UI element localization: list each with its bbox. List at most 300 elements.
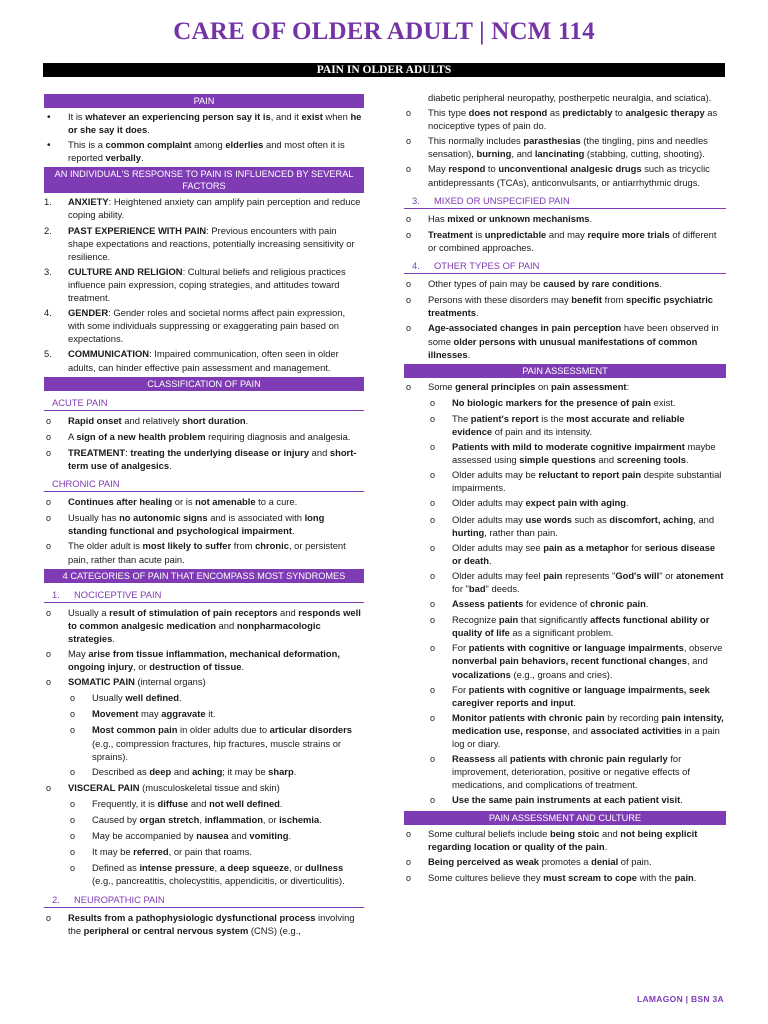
bullet-marker [404,134,428,160]
bullet-marker [68,797,92,811]
bold-text: unconventional analgesic drugs [498,163,642,175]
bold-text: Continues after healing [68,496,173,508]
bold-text: lancinating [534,148,585,160]
bold-text: nonverbal pain behaviors, recent functional changes [452,655,687,667]
item-text [68,265,364,304]
item-text [68,430,364,444]
bold-text: not well defined [209,797,280,809]
text-run: and [599,827,621,839]
bold-text: most likely to suffer [142,540,232,552]
text-run: of different or combined approaches. [428,228,717,253]
section-header-classification: CLASSIFICATION OF PAIN [44,377,364,391]
neuropathic-continued: diabetic peripheral neuropathy, postherpetic neuralgia, and sciatica). [428,92,712,103]
item-text [92,813,364,827]
bold-text: Results from a pathophysiologic dysfunctional process [68,911,316,923]
bold-text: predictably [562,107,613,119]
neuropathic-list-continued [404,106,726,189]
bold-text: reluctant to report pain [538,469,642,481]
item-text [92,723,364,762]
bold-text: a deep squeeze [219,862,290,874]
list-item [404,597,726,611]
list-item [44,446,364,472]
bullet-marker [404,162,428,188]
item-text [452,711,726,750]
list-item [44,306,364,345]
text-run: and is associated with [207,512,305,524]
bullet-marker [404,277,428,291]
bullet-marker: 2. [44,224,52,236]
text-run: Frequently, it is [92,797,158,809]
bold-text: does not respond [468,107,548,119]
text-run: among [191,139,226,151]
bold-text: bad [468,583,486,594]
topic-banner: PAIN IN OLDER ADULTS [43,63,725,77]
author-footer: LAMAGON | BSN 3A [637,994,724,1004]
list-item [404,855,726,869]
bullet-marker [68,861,92,887]
bold-text: being stoic [549,827,600,839]
bullet-marker [404,293,428,319]
list-item [44,707,364,721]
text-run: . [245,414,249,426]
item-text [428,212,726,226]
bullet-marker [44,110,68,136]
bold-text: mixed or unknown mechanisms [447,212,590,224]
item-text [68,495,364,509]
text-run: such as [571,513,610,525]
text-run: This type [428,107,469,119]
list-item [44,511,364,537]
text-run: with the [636,871,675,883]
text-run: . [147,124,150,136]
bullet-marker [44,414,68,428]
item-text [92,861,364,887]
text-run: For [452,683,469,695]
text-run: (e.g., groans and cries). [510,668,613,680]
bold-text: diffuse [157,797,189,809]
item-text [428,321,726,360]
item-text [452,752,726,791]
item-text [428,871,726,885]
item-text [68,511,364,537]
text-run: . [319,814,322,826]
text-run: The older adult is [68,540,143,552]
text-run: and [309,446,330,458]
text-run: Other types of pain may be [428,278,544,290]
bullet-marker [404,228,428,254]
text-run: . [279,797,283,809]
text-run: The [452,412,471,424]
list-item [404,641,726,680]
text-run: . [293,765,297,777]
text-run: . [140,152,144,164]
bold-text: elderlies [225,139,264,151]
text-run: . [488,554,492,566]
bold-text: use words [525,513,572,525]
text-run: (stabbing, cutting, shooting). [584,148,705,160]
text-run: Usually [92,692,126,704]
text-run: , or [262,814,280,826]
text-run: For [452,642,469,654]
bullet-marker [404,321,428,360]
item-text [92,829,364,843]
list-item [44,765,364,779]
text-run: promotes a [539,855,592,867]
text-run: May be accompanied by [92,830,197,842]
pain-list [44,110,364,164]
text-run: . [112,632,115,644]
text-run: maybe assessed using [452,441,716,466]
bold-text: ANXIETY [68,196,109,208]
text-run: : Gender roles and societal norms affect pain expression, with some individuals suppressing or exaggerating pain based on expectations. [68,307,346,345]
item-text [452,513,726,539]
bold-text: Most common pain [92,724,178,736]
bullet-marker [428,513,452,539]
list-item [404,827,726,853]
bold-text: long standing functional and psychological impairment [68,512,325,537]
list-item [404,513,726,539]
text-run: It is [68,111,86,122]
text-run: , or [133,661,150,673]
list-item [404,440,726,466]
subheading-nociceptive: 1. NOCICEPTIVE PAIN [44,587,364,603]
bold-text: articular disorders [269,724,352,736]
list-item [404,711,726,750]
assessment-list [404,380,726,808]
bold-text: Age-associated changes in pain perception [428,322,622,334]
bold-text: Assess patients [452,598,524,610]
chronic-list [44,495,364,565]
acute-list [44,414,364,472]
bold-text: exist [301,111,323,122]
bold-text: result of stimulation of pain receptors [109,606,278,618]
item-text [452,412,726,438]
list-item [44,347,364,373]
bold-text: arise from tissue inflammation, mechanical deformation, ongoing injury [68,648,340,673]
text-run: Defined as [92,862,140,874]
item-text [92,797,364,811]
item-text [68,110,364,136]
bullet-marker [428,412,452,438]
list-item [404,321,726,360]
bold-text: verbally [105,152,141,164]
bullet-marker [44,675,68,689]
text-run: . [659,278,662,290]
text-run: , [199,814,205,826]
item-text [428,855,726,869]
bullet-marker [44,647,68,673]
bold-text: Rapid onset [68,414,122,426]
bold-text: treating the underlying disease or injury [130,446,310,458]
bullet-marker [44,495,68,509]
bullet-marker [428,711,452,750]
list-item [44,675,364,689]
factor-list [44,195,364,373]
text-run: ; it may be [222,765,269,777]
bold-text: No biologic markers for the presence of pain [452,396,652,408]
bold-text: benefit [571,294,603,306]
text-run: . [179,692,182,704]
list-item [404,569,726,595]
bullet-marker [428,440,452,466]
bullet-marker [428,683,452,709]
bullet-marker [428,569,452,595]
list-item [404,106,726,132]
text-run: . [573,696,576,708]
text-run: . [589,212,593,224]
bold-text: require more trials [587,228,670,240]
item-text [68,224,364,263]
text-run: It may be [92,846,134,858]
bullet-marker: 4. [44,307,52,319]
text-run: : Impaired communication, often seen in older adults, can hinder effective pain assessment and management. [68,348,339,373]
bold-text: sign of a new health problem [76,430,206,442]
bold-text: CULTURE AND RELIGION [68,265,183,277]
text-run: (CNS) (e.g., [248,924,301,936]
bold-text: Monitor patients with chronic pain [452,711,605,723]
text-run: . [288,830,292,842]
text-run: , or pain that roams. [168,846,252,858]
bullet-marker [44,911,68,937]
text-run: and most often it is reported [68,139,345,164]
text-run: " deeds. [485,583,520,594]
text-run: Some cultural beliefs include [428,827,550,839]
bold-text: deep [149,765,172,777]
text-run: represents " [562,569,616,581]
item-text [428,162,726,188]
bold-text: whatever an experiencing person say it is [85,111,271,122]
text-run: of pain and its intensity. [492,425,593,437]
list-item [404,752,726,791]
bold-text: peripheral or central nervous system [83,924,249,936]
bold-text: patients with chronic pain regularly [509,753,668,765]
text-run: in a pain log or diary. [452,724,720,750]
bold-text: atonement [676,569,724,581]
bold-text: Reassess [452,753,496,765]
bold-text: general principles [455,380,536,392]
bold-text: destruction of tissue [149,661,242,673]
bold-text: common complaint [105,139,192,151]
bullet-marker [44,430,68,444]
text-run: such as tricyclic antidepressants (TCAs), anticonvulsants, or antiarrhythmic drugs. [428,163,710,188]
bold-text: COMMUNICATION [68,348,150,360]
bold-text: aching [192,765,223,777]
list-item [404,871,726,885]
text-run: This normally includes [428,135,524,147]
text-run: , and it [270,111,302,122]
item-text [68,446,364,472]
bullet-marker: 3. [44,265,52,277]
item-text [452,440,726,466]
item-text [428,106,726,132]
list-item [44,110,364,136]
bold-text: associated activities [590,724,682,736]
bold-text: pain [674,871,694,883]
text-run: This is a [68,139,106,151]
item-text [452,597,726,611]
item-text [68,539,364,565]
item-text [68,306,364,345]
list-item [44,647,364,673]
bullet-marker [404,855,428,869]
text-run: on [535,380,551,392]
text-run: Has [428,212,448,224]
bullet-marker [44,539,68,565]
bold-text: intense pressure [139,862,215,874]
item-text [92,765,364,779]
text-run: and [171,765,193,777]
text-run: and [228,830,250,842]
text-run: (e.g., compression fractures, hip fractures, muscle strains or sprains). [92,737,342,762]
subheading-other: 4. OTHER TYPES OF PAIN [404,258,726,274]
text-run: involving the [68,911,355,936]
neuropathic-list [44,911,364,937]
list-item [44,797,364,811]
item-text [68,675,364,689]
text-run: Usually has [68,512,120,524]
bullet-marker [68,723,92,762]
bold-text: vocalizations [452,668,511,680]
text-run: requiring diagnosis and analgesia. [205,430,351,442]
text-run: (internal organs) [134,676,206,688]
text-run: when [322,111,351,122]
bold-text: affects functional ability or quality of life [452,614,710,639]
bold-text: God's will [615,569,660,581]
text-run: to [485,163,499,175]
bold-text: chronic pain [590,598,646,610]
text-run: for improvement, deterioration, positive or negative effects of medications, and complications of treatment. [452,753,690,791]
section-header-categories: 4 CATEGORIES OF PAIN THAT ENCOMPASS MOST SYNDROMES [44,569,364,583]
list-item [44,539,364,565]
item-text [428,380,726,394]
text-run: : Cultural beliefs and religious practices influence pain expression, coping strategies, and attitudes toward treatment. [68,265,346,304]
item-text [428,134,726,160]
text-run: Caused by [92,814,140,826]
text-run: " or [659,569,677,581]
text-run: . [241,661,245,673]
item-text [68,606,364,645]
bold-text: pain assessment [551,380,627,392]
text-run: and [215,619,237,631]
text-run: have been observed in some [428,322,719,347]
bullet-marker [404,106,428,132]
text-run: Recognize [452,614,499,626]
bold-text: responds well to common analgesic medication [68,606,361,631]
bold-text: denial [591,855,619,867]
bullet-marker [44,781,68,795]
bullet-marker [68,845,92,859]
section-header-pain: PAIN [44,94,364,108]
bullet-marker [404,380,428,394]
list-item [404,541,726,567]
bullet-marker [428,597,452,611]
bold-text: parasthesias [523,135,581,147]
bullet-marker: 5. [44,348,52,360]
text-run: that significantly [518,614,591,626]
text-run: for evidence of [523,598,591,610]
text-run: all [495,753,510,765]
culture-list [404,827,726,885]
bold-text: VISCERAL PAIN [68,781,140,793]
item-text [452,641,726,680]
bullet-marker [44,606,68,645]
text-run: . [693,871,697,883]
list-item [404,468,726,494]
item-text [452,683,726,709]
bold-text: no autonomic signs [119,512,208,524]
text-run: , or [289,862,306,874]
list-item [44,813,364,827]
list-item [404,380,726,394]
text-run: Usually a [68,606,110,618]
bold-text: organ stretch [139,814,200,826]
item-text [92,691,364,705]
text-run: Described as [92,765,150,777]
bold-text: analgesic therapy [625,107,705,119]
bullet-marker [68,813,92,827]
item-text [68,911,364,937]
text-run: (the tingling, pins and needles sensation), [428,135,708,160]
bold-text: pain as a metaphor [543,541,629,553]
bold-text: caused by rare conditions [543,278,660,290]
bold-text: screening tools [616,454,686,466]
text-run: may [138,708,162,720]
bold-text: simple questions [519,454,596,466]
text-run: is the [538,412,567,424]
text-run: and [595,454,617,466]
bold-text: specific psychiatric treatments [428,294,714,319]
bold-text: discomfort, aching [609,513,694,525]
list-item [404,683,726,709]
bullet-marker [428,613,452,639]
item-text [68,414,364,428]
text-run: . [475,307,479,319]
list-item [44,861,364,887]
list-item [404,212,726,226]
item-text [452,496,726,510]
bold-text: aggravate [161,708,206,720]
bullet-marker [68,691,92,705]
item-text [68,347,364,373]
list-item [44,829,364,843]
bold-text: not amenable [195,496,256,508]
text-run: for " [452,583,469,594]
section-header-culture: PAIN ASSESSMENT AND CULTURE [404,811,726,825]
text-run: of pain. [618,855,652,867]
text-run: Older adults may [452,497,526,509]
left-column [44,91,364,939]
list-item [44,495,364,509]
bold-text: ischemia [279,814,320,826]
item-text [452,613,726,639]
text-run: Some [428,380,456,392]
bold-text: pain intensity, medication use, response [452,711,724,736]
list-item [404,396,726,410]
bullet-marker [428,641,452,680]
text-run: and [188,797,210,809]
text-run: May [428,163,449,175]
list-item [404,162,726,188]
bullet-marker [44,511,68,537]
bullet-marker [428,541,452,567]
text-run: to a cure. [255,496,298,508]
list-item [44,138,364,164]
bold-text: short duration [182,414,246,426]
bold-text: older persons with unusual manifestations of common illnesses [428,335,698,360]
bold-text: short-term use of analgesics [68,446,357,471]
item-text [428,827,726,853]
text-run: : Heightened anxiety can amplify pain perception and reduce coping ability. [68,196,361,221]
